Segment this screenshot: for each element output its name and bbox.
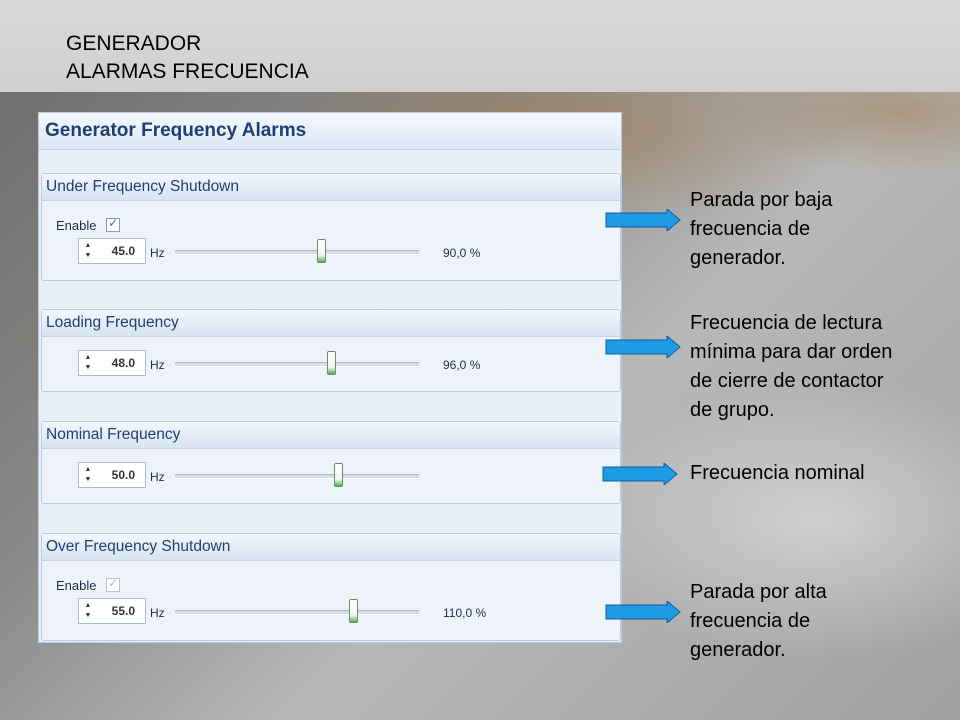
annotation-line: de grupo. <box>690 399 775 421</box>
nominal-frequency-group <box>41 421 621 504</box>
right-arrow-icon <box>605 336 681 358</box>
annotation-line: mínima para dar orden <box>690 341 893 363</box>
annotation-line: Parada por alta <box>690 581 827 603</box>
percent-value: 110,0 % <box>443 606 487 620</box>
enable-checkbox[interactable] <box>106 578 120 592</box>
annotation-line: frecuencia de <box>690 610 811 632</box>
frequency-spinner[interactable] <box>78 598 146 624</box>
annotation-line: Frecuencia nominal <box>690 462 865 484</box>
frequency-alarms-panel <box>38 112 622 643</box>
up-down-arrows-icon[interactable]: ▲ ▼ <box>84 242 92 259</box>
right-arrow-icon <box>605 601 681 623</box>
frequency-spinner[interactable] <box>78 462 146 488</box>
up-down-arrows-icon[interactable]: ▲ ▼ <box>84 466 92 483</box>
under-frequency-group <box>41 173 621 281</box>
enable-label: Enable <box>56 218 97 233</box>
slider-thumb[interactable] <box>317 239 326 263</box>
right-arrow-icon <box>602 463 678 485</box>
frequency-value: 50.0 <box>111 468 135 482</box>
group-title: Over Frequency Shutdown <box>42 534 620 561</box>
slide-title-line-2: ALARMAS FRECUENCIA <box>66 60 309 83</box>
enable-row <box>56 218 120 233</box>
frequency-spinner[interactable] <box>78 350 146 376</box>
slider-track[interactable] <box>175 610 419 615</box>
percent-value: 90,0 % <box>443 246 481 260</box>
slider-thumb[interactable] <box>349 599 358 623</box>
annotation-line: Frecuencia de lectura <box>690 312 883 334</box>
slide-title-line-1: GENERADOR <box>66 32 202 55</box>
slider-track[interactable] <box>175 474 419 479</box>
up-down-arrows-icon[interactable]: ▲ ▼ <box>84 354 92 371</box>
annotation-nominal-frequency <box>690 459 865 488</box>
annotation-under-frequency <box>690 186 832 273</box>
checkmark-icon: ✓ <box>108 576 119 590</box>
slider-thumb[interactable] <box>327 351 336 375</box>
unit-label: Hz <box>150 470 165 484</box>
slide-title <box>66 30 309 86</box>
panel-title: Generator Frequency Alarms <box>39 113 621 150</box>
over-frequency-group <box>41 533 621 641</box>
group-title: Loading Frequency <box>42 310 620 337</box>
unit-label: Hz <box>150 246 165 260</box>
enable-row <box>56 578 120 593</box>
enable-checkbox[interactable] <box>106 218 120 232</box>
annotation-loading-frequency <box>690 309 892 425</box>
up-down-arrows-icon[interactable]: ▲ ▼ <box>84 602 92 619</box>
annotation-over-frequency <box>690 578 827 665</box>
slider-track[interactable] <box>175 362 419 367</box>
frequency-value: 55.0 <box>111 604 135 618</box>
group-title: Nominal Frequency <box>42 422 620 449</box>
annotation-line: frecuencia de <box>690 218 811 240</box>
annotation-line: generador. <box>690 247 786 269</box>
frequency-value: 45.0 <box>111 244 135 258</box>
frequency-spinner[interactable] <box>78 238 146 264</box>
slider-track[interactable] <box>175 250 419 255</box>
annotation-line: Parada por baja <box>690 189 833 211</box>
unit-label: Hz <box>150 606 165 620</box>
loading-frequency-group <box>41 309 621 392</box>
unit-label: Hz <box>150 358 165 372</box>
annotation-line: generador. <box>690 639 786 661</box>
right-arrow-icon <box>605 209 681 231</box>
annotation-line: de cierre de contactor <box>690 370 884 392</box>
slider-thumb[interactable] <box>334 463 343 487</box>
checkmark-icon: ✓ <box>108 216 119 230</box>
group-title: Under Frequency Shutdown <box>42 174 620 201</box>
frequency-value: 48.0 <box>111 356 135 370</box>
enable-label: Enable <box>56 578 97 593</box>
percent-value: 96,0 % <box>443 358 481 372</box>
